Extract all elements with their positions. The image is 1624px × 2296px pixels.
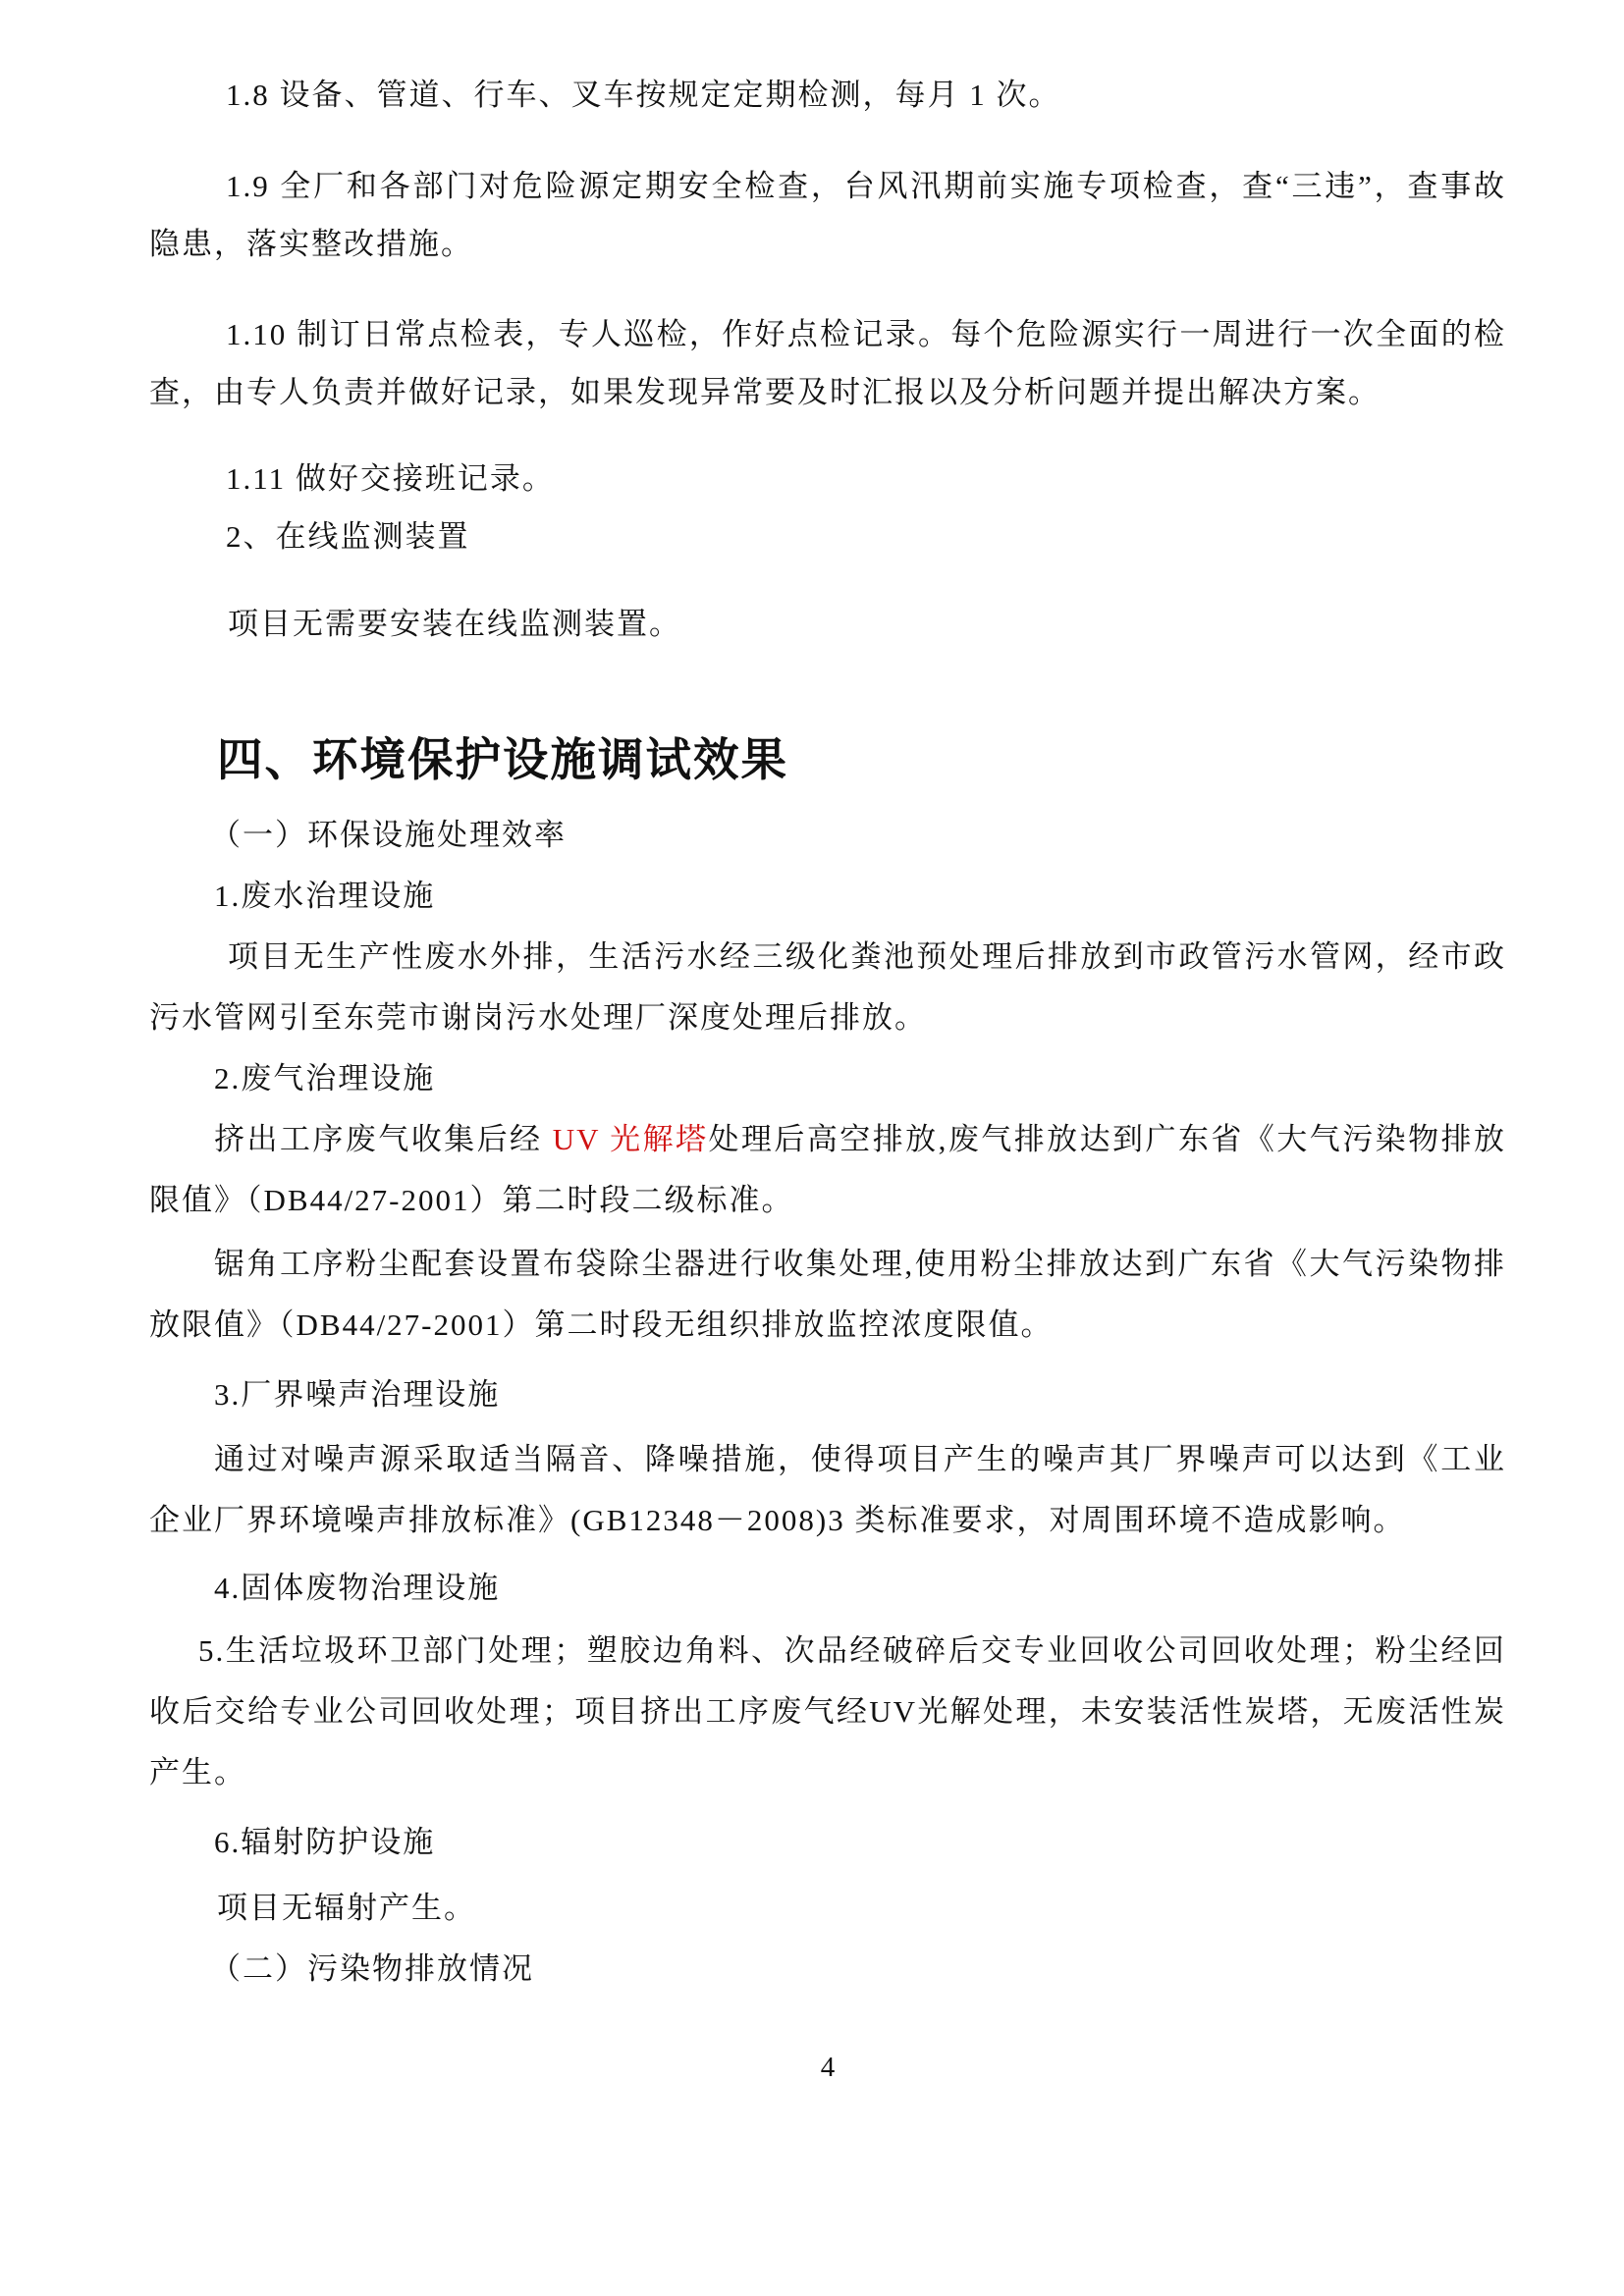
paragraph-radiation-body: 项目无辐射产生。 bbox=[217, 1891, 476, 1925]
paragraph-item-1-8: 1.8 设备、管道、行车、叉车按规定定期检测，每月 1 次。 bbox=[226, 78, 1061, 112]
paragraph-radiation-title: 6.辐射防护设施 bbox=[214, 1825, 436, 1859]
uv-photolysis-tower-highlight: UV 光解塔 bbox=[552, 1122, 709, 1156]
paragraph-wastewater-title: 1.废水治理设施 bbox=[214, 879, 436, 913]
section-four-heading: 四、环境保护设施调试效果 bbox=[217, 736, 788, 786]
paragraph-wastewater-body: 项目无生产性废水外排，生活污水经三级化粪池预处理后排放到市政管污水管网，经市政污水管网引至东莞市谢岗污水处理厂深度处理后排放。 bbox=[149, 939, 1506, 1035]
paragraph-waste-gas-body bbox=[149, 1109, 1506, 1231]
waste-gas-body-suffix: 处理后高空排放,废气排放达到广东省《大气污染物排放限值》（DB44/27-2001）第二时段二级标准。 bbox=[149, 1122, 1507, 1217]
paragraph-item-2-online-monitoring-title: 2、在线监测装置 bbox=[226, 519, 470, 554]
paragraph-solid-waste-title: 4.固体废物治理设施 bbox=[214, 1571, 501, 1605]
paragraph-noise-body: 通过对噪声源采取适当隔音、降噪措施，使得项目产生的噪声其厂界噪声可以达到《工业企业厂界环境噪声排放标准》(GB12348－2008)3 类标准要求，对周围环境不造成影响。 bbox=[149, 1442, 1506, 1537]
paragraph-subsection-two-title: （二）污染物排放情况 bbox=[210, 1951, 534, 1986]
paragraph-noise-title: 3.厂界噪声治理设施 bbox=[214, 1377, 501, 1412]
paragraph-online-monitoring-note: 项目无需要安装在线监测装置。 bbox=[228, 607, 681, 641]
paragraph-item-1-11: 1.11 做好交接班记录。 bbox=[226, 461, 555, 496]
paragraph-item-1-9: 1.9 全厂和各部门对危险源定期安全检查，台风汛期前实施专项检查，查“三违”，查事故隐患，落实整改措施。 bbox=[149, 169, 1506, 261]
paragraph-dust-body: 锯角工序粉尘配套设置布袋除尘器进行收集处理,使用粉尘排放达到广东省《大气污染物排放限值》（DB44/27-2001）第二时段无组织排放监控浓度限值。 bbox=[149, 1247, 1506, 1342]
paragraph-item-1-10: 1.10 制订日常点检表，专人巡检，作好点检记录。每个危险源实行一周进行一次全面的检查，由专人负责并做好记录，如果发现异常要及时汇报以及分析问题并提出解决方案。 bbox=[149, 317, 1506, 409]
paragraph-waste-gas-title: 2.废气治理设施 bbox=[214, 1061, 436, 1095]
page-number: 4 bbox=[820, 2052, 836, 2083]
waste-gas-body-prefix: 挤出工序废气收集后经 bbox=[214, 1122, 553, 1156]
paragraph-solid-waste-body: 5.生活垃圾环卫部门处理；塑胶边角料、次品经破碎后交专业回收公司回收处理；粉尘经回收后交给专业公司回收处理；项目挤出工序废气经UV光解处理，未安装活性炭塔，无废活性炭产生。 bbox=[149, 1633, 1506, 1789]
paragraph-subsection-one-title: （一）环保设施处理效率 bbox=[210, 818, 567, 852]
